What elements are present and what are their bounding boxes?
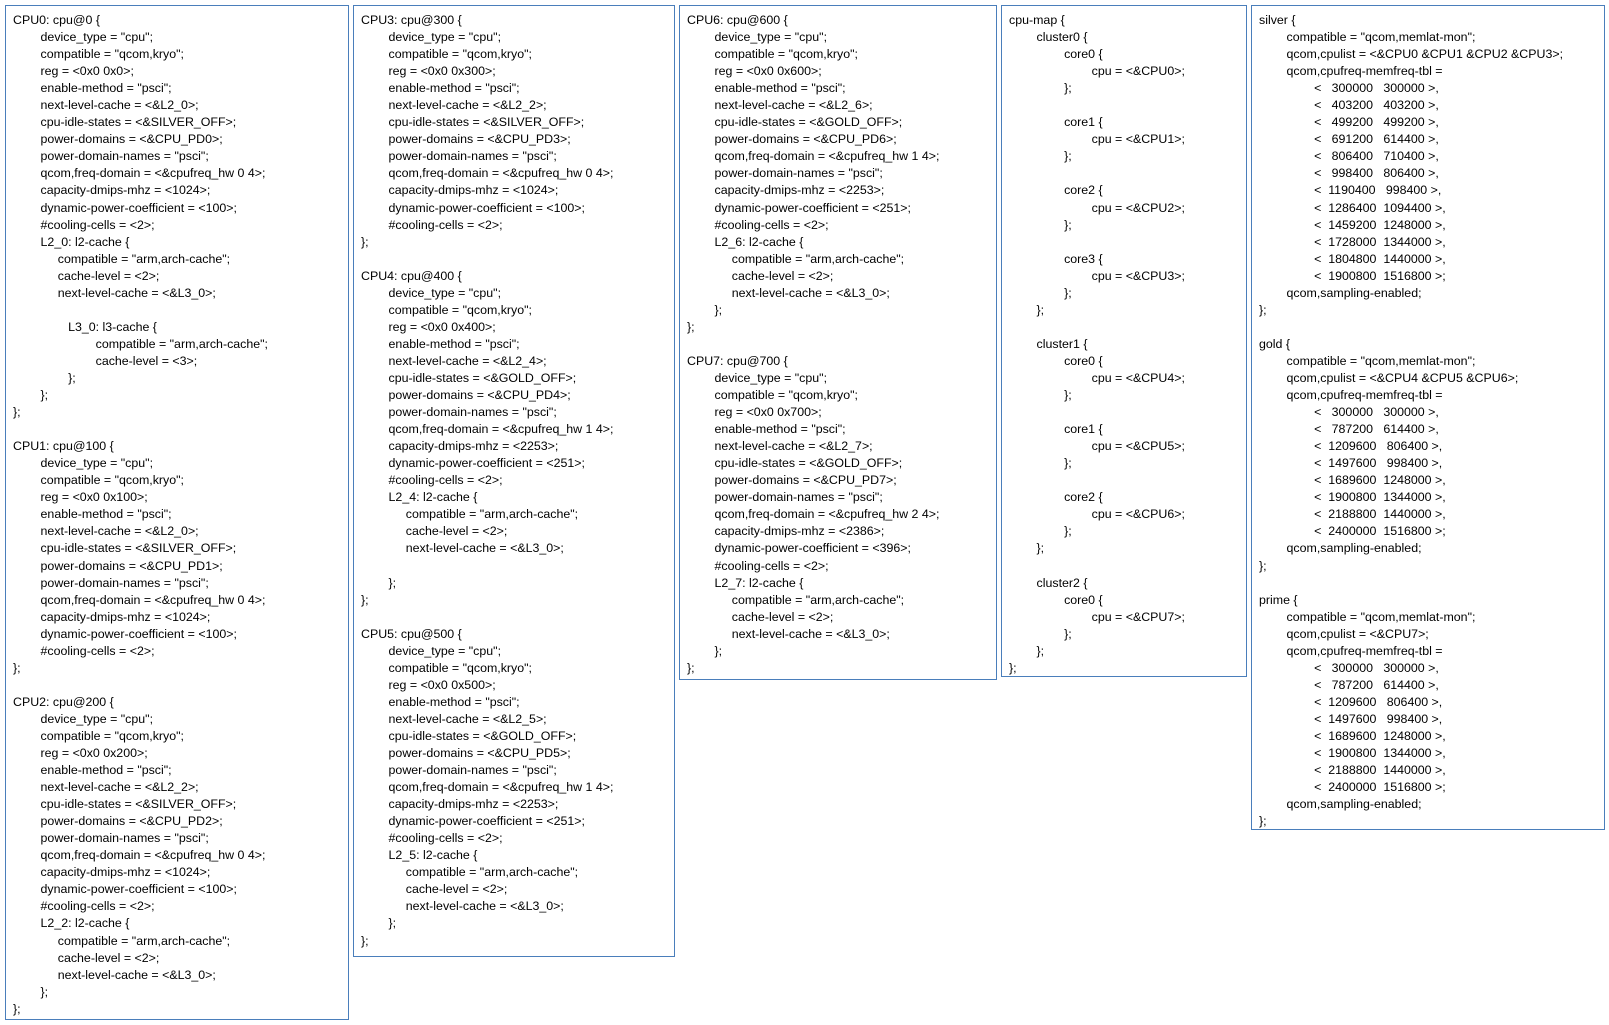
- memlat-mon-panel: [1251, 5, 1605, 830]
- cpu6-cpu7-panel: [679, 5, 997, 680]
- cpu3-cpu5-code: CPU3: cpu@300 { device_type = "cpu"; compatible = "qcom,kryo"; reg = <0x0 0x300>; enable-method = "psci"; next-level-cache = <&L2_2>; cpu-idle-states = <&SILVER_OFF>; power-domains = <&CPU_PD3>; power-domain-names = "psci"; qcom,freq-domain = <&cpufreq_hw 0 4>; capacity-dmips-mhz = <1024>; dynamic-power-coefficient = <100>; #cooling-cells = <2>; }; CPU4: cpu@400 { device_type = "cpu"; compatible = "qcom,kryo"; reg = <0x0 0x400>; enable-method = "psci"; next-level-cache = <&L2_4>; cpu-idle-states = <&GOLD_OFF>; power-domains = <&CPU_PD4>; power-domain-names = "psci"; qcom,freq-domain = <&cpufreq_hw 1 4>; capacity-dmips-mhz = <2253>; dynamic-power-coefficient = <251>; #cooling-cells = <2>; L2_4: l2-cache { compatible = "arm,arch-cache"; cache-level = <2>; next-level-cache = <&L3_0>; }; }; CPU5: cpu@500 { device_type = "cpu"; compatible = "qcom,kryo"; reg = <0x0 0x500>; enable-method = "psci"; next-level-cache = <&L2_5>; cpu-idle-states = <&GOLD_OFF>; power-domains = <&CPU_PD5>; power-domain-names = "psci"; qcom,freq-domain = <&cpufreq_hw 1 4>; capacity-dmips-mhz = <2253>; dynamic-power-coefficient = <251>; #cooling-cells = <2>; L2_5: l2-cache { compatible = "arm,arch-cache"; cache-level = <2>; next-level-cache = <&L3_0>; }; };: [361, 13, 614, 948]
- cpu3-cpu5-panel: [353, 5, 675, 957]
- cpu0-cpu2-panel: [5, 5, 349, 1020]
- cpu-map-panel: [1001, 5, 1247, 677]
- cpu-map-code: cpu-map { cluster0 { core0 { cpu = <&CPU0>; }; core1 { cpu = <&CPU1>; }; core2 { cpu = <&CPU2>; }; core3 { cpu = <&CPU3>; }; }; cluster1 { core0 { cpu = <&CPU4>; }; core1 { cpu = <&CPU5>; }; core2 { cpu = <&CPU6>; }; }; cluster2 { core0 { cpu = <&CPU7>; }; }; };: [1009, 13, 1185, 675]
- cpu6-cpu7-code: CPU6: cpu@600 { device_type = "cpu"; compatible = "qcom,kryo"; reg = <0x0 0x600>; enable-method = "psci"; next-level-cache = <&L2_6>; cpu-idle-states = <&GOLD_OFF>; power-domains = <&CPU_PD6>; qcom,freq-domain = <&cpufreq_hw 1 4>; power-domain-names = "psci"; capacity-dmips-mhz = <2253>; dynamic-power-coefficient = <251>; #cooling-cells = <2>; L2_6: l2-cache { compatible = "arm,arch-cache"; cache-level = <2>; next-level-cache = <&L3_0>; }; }; CPU7: cpu@700 { device_type = "cpu"; compatible = "qcom,kryo"; reg = <0x0 0x700>; enable-method = "psci"; next-level-cache = <&L2_7>; cpu-idle-states = <&GOLD_OFF>; power-domains = <&CPU_PD7>; power-domain-names = "psci"; qcom,freq-domain = <&cpufreq_hw 2 4>; capacity-dmips-mhz = <2386>; dynamic-power-coefficient = <396>; #cooling-cells = <2>; L2_7: l2-cache { compatible = "arm,arch-cache"; cache-level = <2>; next-level-cache = <&L3_0>; }; };: [687, 13, 940, 675]
- memlat-mon-code: silver { compatible = "qcom,memlat-mon"; qcom,cpulist = <&CPU0 &CPU1 &CPU2 &CPU3>; qcom,cpufreq-memfreq-tbl = < 300000 300000 >, < 403200 403200 >, < 499200 499200 >, < 691200 614400 >, < 806400 710400 >, < 998400 806400 >, < 1190400 998400 >, < 1286400 1094400 >, < 1459200 1248000 >, < 1728000 1344000 >, < 1804800 1440000 >, < 1900800 1516800 >; qcom,sampling-enabled; }; gold { compatible = "qcom,memlat-mon"; qcom,cpulist = <&CPU4 &CPU5 &CPU6>; qcom,cpufreq-memfreq-tbl = < 300000 300000 >, < 787200 614400 >, < 1209600 806400 >, < 1497600 998400 >, < 1689600 1248000 >, < 1900800 1344000 >, < 2188800 1440000 >, < 2400000 1516800 >; qcom,sampling-enabled; }; prime { compatible = "qcom,memlat-mon"; qcom,cpulist = <&CPU7>; qcom,cpufreq-memfreq-tbl = < 300000 300000 >, < 787200 614400 >, < 1209600 806400 >, < 1497600 998400 >, < 1689600 1248000 >, < 1900800 1344000 >, < 2188800 1440000 >, < 2400000 1516800 >; qcom,sampling-enabled; };: [1259, 13, 1564, 829]
- cpu0-cpu2-code: CPU0: cpu@0 { device_type = "cpu"; compatible = "qcom,kryo"; reg = <0x0 0x0>; enable-method = "psci"; next-level-cache = <&L2_0>; cpu-idle-states = <&SILVER_OFF>; power-domains = <&CPU_PD0>; power-domain-names = "psci"; qcom,freq-domain = <&cpufreq_hw 0 4>; capacity-dmips-mhz = <1024>; dynamic-power-coefficient = <100>; #cooling-cells = <2>; L2_0: l2-cache { compatible = "arm,arch-cache"; cache-level = <2>; next-level-cache = <&L3_0>; L3_0: l3-cache { compatible = "arm,arch-cache"; cache-level = <3>; }; }; }; CPU1: cpu@100 { device_type = "cpu"; compatible = "qcom,kryo"; reg = <0x0 0x100>; enable-method = "psci"; next-level-cache = <&L2_0>; cpu-idle-states = <&SILVER_OFF>; power-domains = <&CPU_PD1>; power-domain-names = "psci"; qcom,freq-domain = <&cpufreq_hw 0 4>; capacity-dmips-mhz = <1024>; dynamic-power-coefficient = <100>; #cooling-cells = <2>; }; CPU2: cpu@200 { device_type = "cpu"; compatible = "qcom,kryo"; reg = <0x0 0x200>; enable-method = "psci"; next-level-cache = <&L2_2>; cpu-idle-states = <&SILVER_OFF>; power-domains = <&CPU_PD2>; power-domain-names = "psci"; qcom,freq-domain = <&cpufreq_hw 0 4>; capacity-dmips-mhz = <1024>; dynamic-power-coefficient = <100>; #cooling-cells = <2>; L2_2: l2-cache { compatible = "arm,arch-cache"; cache-level = <2>; next-level-cache = <&L3_0>; }; };: [13, 13, 268, 1016]
